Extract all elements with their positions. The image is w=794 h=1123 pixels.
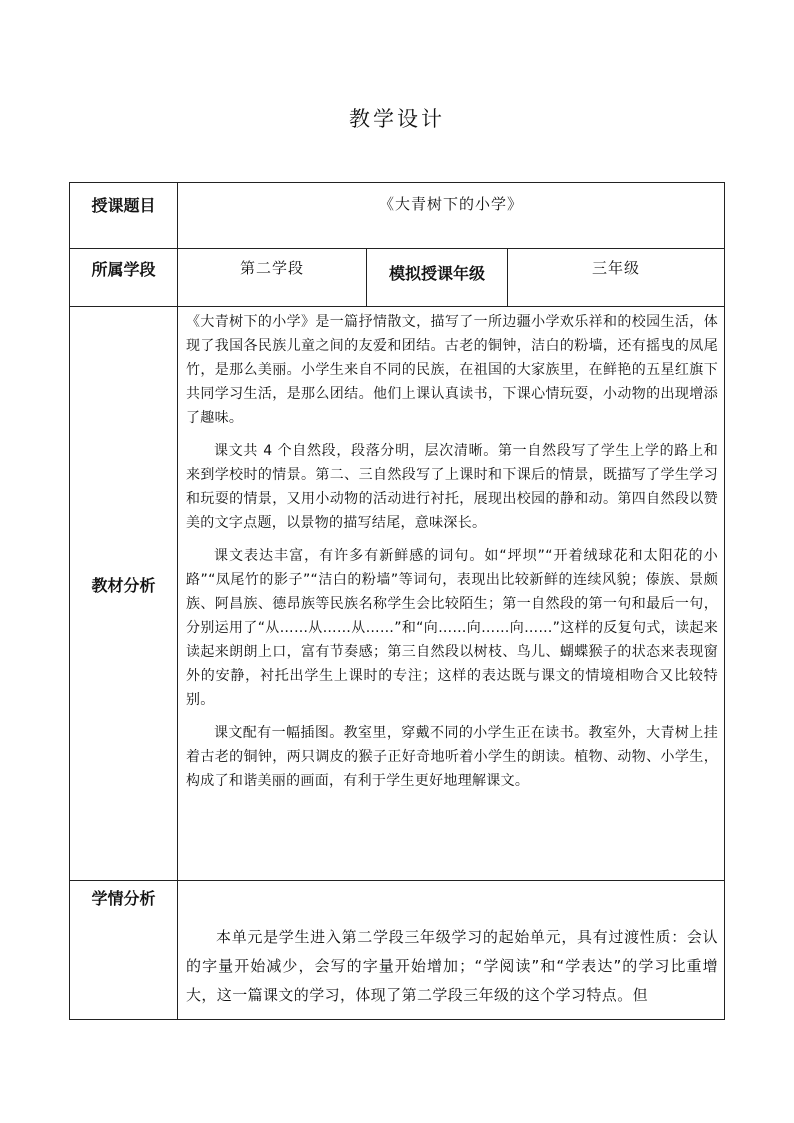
material-paragraph: 《大青树下的小学》是一篇抒情散文，描写了一所边疆小学欢乐祥和的校园生活，体现了我国各民族儿童之间的友爱和团结。古老的铜钟，洁白的粉墙，还有摇曳的凤尾竹，是那么美丽。小学生来自不同的民族，在祖国的大家族里，在鲜艳的五星红旗下共同学习生活，是那么团结。他们上课认真读书，下课心情玩耍，小动物的出现增添了趣味。 (186, 314, 718, 426)
material-analysis-label: 教材分析 (91, 576, 156, 595)
learner-analysis-content (186, 923, 718, 1010)
material-analysis-content (186, 310, 718, 793)
learner-analysis-label: 学情分析 (91, 889, 156, 908)
lesson-design-table (69, 182, 725, 1020)
column-divider (177, 183, 178, 1019)
row-divider (70, 248, 724, 249)
page-title: 教学设计 (349, 107, 445, 131)
topic-value: 《大青树下的小学》 (378, 195, 523, 213)
grade-label: 模拟授课年级 (388, 264, 485, 283)
stage-label: 所属学段 (91, 260, 156, 279)
material-paragraph: 课文共 4 个自然段，段落分明，层次清晰。第一自然段写了学生上学的路上和来到学校时的情景。第二、三自然段写了上课时和下课后的情景，既描写了学生学习和玩耍的情景，又用小动物的活动进行衬托，展现出校园的静和动。第四自然段以赞美的文字点题，以景物的描写结尾，意味深长。 (186, 443, 718, 531)
learner-paragraph: 本单元是学生进入第二学段三年级学习的起始单元，具有过渡性质：会认的字量开始减少，会写的字量开始增加；“学阅读”和“学表达”的学习比重增大，这一篇课文的学习，体现了第二学段三年级的这个学习特点。但 (186, 928, 718, 1004)
topic-label: 授课题目 (91, 196, 156, 215)
stage-value: 第二学段 (239, 259, 304, 277)
row-divider (70, 880, 724, 881)
row-divider (70, 306, 724, 307)
grade-value: 三年级 (591, 259, 640, 277)
material-paragraph: 课文配有一幅插图。教室里，穿戴不同的小学生正在读书。教室外，大青树上挂着古老的铜钟，两只调皮的猴子正好奇地听着小学生的朗读。植物、动物、小学生，构成了和谐美丽的画面，有利于学生更好地理解课文。 (186, 725, 718, 789)
material-paragraph: 课文表达丰富，有许多有新鲜感的词句。如“坪坝”“开着绒球花和太阳花的小路”“凤尾竹的影子”“洁白的粉墙”等词句，表现出比较新鲜的连续风貌；傣族、景颇族、阿昌族、德昂族等民族名称学生会比较陌生；第一自然段的第一句和最后一句，分别运用了“从……从……从……”和“向……向……向……”这样的反复句式，读起来读起来朗朗上口，富有节奏感；第三自然段以树枝、鸟儿、蝴蝶猴子的状态来表现窗外的安静，衬托出学生上课时的专注；这样的表达既与课文的情境相吻合又比较特别。 (186, 548, 718, 708)
